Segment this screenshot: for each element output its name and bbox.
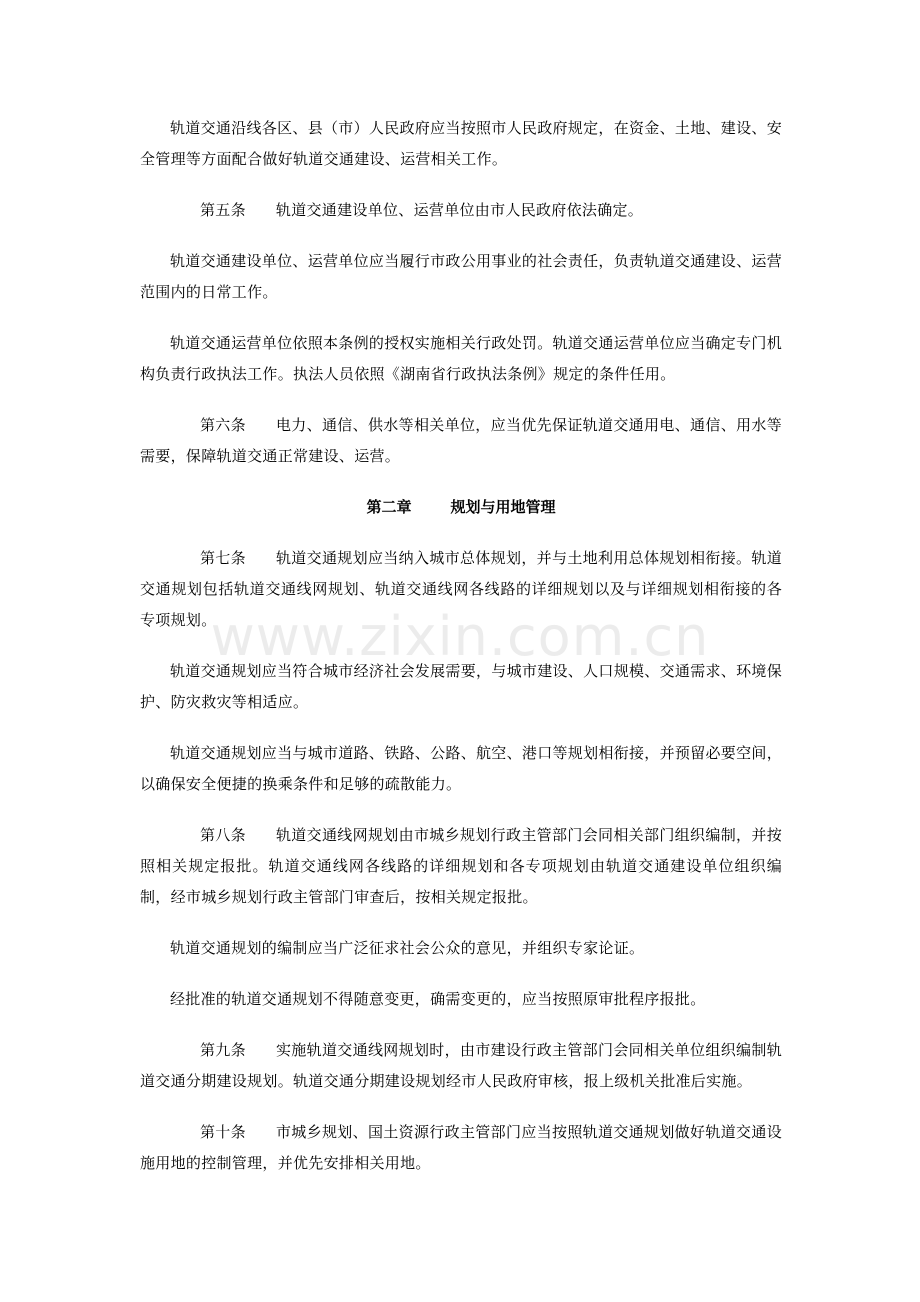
paragraph — [140, 933, 782, 964]
paragraph — [140, 246, 782, 308]
paragraph-text: 轨道交通建设单位、运营单位应当履行市政公用事业的社会责任，负责轨道交通建设、运营范围内的日常工作。 — [140, 252, 783, 301]
paragraph — [140, 410, 782, 472]
chapter-title: 规划与用地管理 — [450, 498, 556, 516]
paragraph — [140, 656, 782, 718]
chapter-number: 第二章 — [366, 498, 412, 516]
paragraph — [140, 1035, 782, 1097]
article-number: 第六条 — [200, 416, 246, 434]
paragraph — [140, 543, 782, 636]
paragraph-text: 轨道交通建设单位、运营单位由市人民政府依法确定。 — [275, 201, 644, 219]
paragraph-text: 轨道交通沿线各区、县（市）人民政府应当按照市人民政府规定，在资金、土地、建设、安全管理等方面配合做好轨道交通建设、运营相关工作。 — [140, 119, 783, 168]
paragraph — [140, 328, 782, 390]
paragraph-text: 电力、通信、供水等相关单位，应当优先保证轨道交通用电、通信、用水等需要，保障轨道交通正常建设、运营。 — [140, 416, 782, 465]
paragraph — [140, 984, 782, 1015]
article-number: 第十条 — [200, 1123, 246, 1141]
article-number: 第八条 — [200, 826, 246, 844]
paragraph — [140, 195, 782, 226]
paragraph-text: 市城乡规划、国土资源行政主管部门应当按照轨道交通规划做好轨道交通设施用地的控制管理，并优先安排相关用地。 — [140, 1123, 782, 1172]
article-number: 第九条 — [200, 1041, 246, 1059]
paragraph-text: 轨道交通规划应当符合城市经济社会发展需要，与城市建设、人口规模、交通需求、环境保护、防灾救灾等相适应。 — [140, 662, 783, 711]
paragraph-text: 轨道交通规划应当与城市道路、铁路、公路、航空、港口等规划相衔接，并预留必要空间，以确保安全便捷的换乘条件和足够的疏散能力。 — [140, 744, 783, 793]
paragraph — [140, 820, 782, 913]
article-number: 第七条 — [200, 549, 246, 567]
chapter-heading — [140, 492, 782, 523]
paragraph-text: 轨道交通规划应当纳入城市总体规划，并与土地利用总体规划相衔接。轨道交通规划包括轨道交通线网规划、轨道交通线网各线路的详细规划以及与详细规划相衔接的各专项规划。 — [140, 549, 782, 629]
paragraph-text: 轨道交通规划的编制应当广泛征求社会公众的意见，并组织专家论证。 — [170, 939, 645, 957]
paragraph — [140, 1117, 782, 1179]
paragraph-text: 经批准的轨道交通规划不得随意变更，确需变更的，应当按照原审批程序报批。 — [170, 990, 706, 1008]
paragraph — [140, 113, 782, 175]
paragraph-text: 轨道交通线网规划由市城乡规划行政主管部门会同相关部门组织编制，并按照相关规定报批。轨道交通线网各线路的详细规划和各专项规划由轨道交通建设单位组织编制，经市城乡规划行政主管部门审查后，按相关规定报批。 — [140, 826, 782, 906]
paragraph — [140, 738, 782, 800]
paragraph-text: 轨道交通运营单位依照本条例的授权实施相关行政处罚。轨道交通运营单位应当确定专门机构负责行政执法工作。执法人员依照《湖南省行政执法条例》规定的条件任用。 — [140, 334, 783, 383]
watermark: www.zixin.com.cn — [210, 605, 710, 668]
paragraph-text: 实施轨道交通线网规划时，由市建设行政主管部门会同相关单位组织编制轨道交通分期建设规划。轨道交通分期建设规划经市人民政府审核，报上级机关批准后实施。 — [140, 1041, 782, 1090]
article-number: 第五条 — [200, 201, 246, 219]
document-body — [140, 113, 782, 1199]
